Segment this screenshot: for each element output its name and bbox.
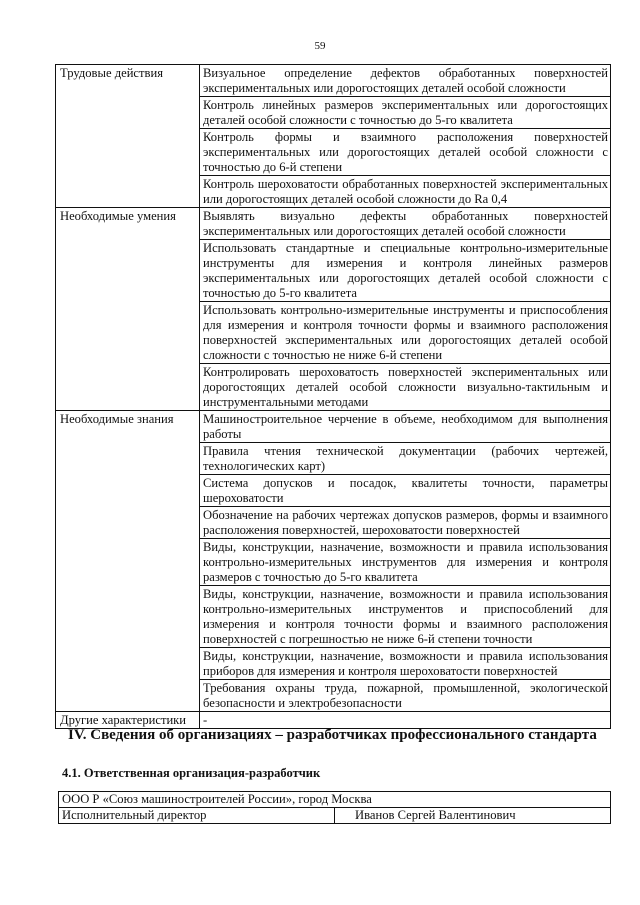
table-cell: Использовать стандартные и специальные контрольно-измерительные инструменты для измерения и контроля линейных размеров экспериментальных или дорогостоящих деталей особой сложности с точностью до 5-го квалитета xyxy=(200,240,611,302)
table-cell: - xyxy=(200,712,611,729)
row-category-other: Другие характеристики xyxy=(56,712,200,729)
row-category-labor-actions: Трудовые действия xyxy=(56,65,200,208)
table-cell: Контроль шероховатости обработанных поверхностей экспериментальных или дорогостоящих деталей особой сложности до Ra 0,4 xyxy=(200,176,611,208)
row-category-skills: Необходимые умения xyxy=(56,208,200,411)
table-cell: Виды, конструкции, назначение, возможности и правила использования контрольно-измерительных инструментов и приспособлений для измерения и контроля точности формы и взаимного расположения поверхностей с погрешностью не ниже 6-й степени точности xyxy=(200,586,611,648)
competency-table xyxy=(55,64,611,729)
organization-table xyxy=(58,791,611,824)
organization-name: ООО Р «Союз машиностроителей России», город Москва xyxy=(59,792,611,808)
table-cell: Визуальное определение дефектов обработанных поверхностей экспериментальных или дорогостоящих деталей особой сложности xyxy=(200,65,611,97)
person-name-cell: Иванов Сергей Валентинович xyxy=(335,808,611,824)
subsection-title: 4.1. Ответственная организация-разработчик xyxy=(62,766,321,780)
table-cell: Виды, конструкции, назначение, возможности и правила использования контрольно-измерительных инструментов для измерения и контроля размеров с точностью до 5-го квалитета xyxy=(200,539,611,586)
page-number: 59 xyxy=(314,40,326,52)
row-category-knowledge: Необходимые знания xyxy=(56,411,200,712)
table-cell: Обозначение на рабочих чертежах допусков размеров, формы и взаимного расположения поверхностей, шероховатости поверхностей xyxy=(200,507,611,539)
table-cell: Правила чтения технической документации (рабочих чертежей, технологических карт) xyxy=(200,443,611,475)
table-cell: Контроль линейных размеров экспериментальных или дорогостоящих деталей особой сложности с точностью до 5-го квалитета xyxy=(200,97,611,129)
table-cell: Требования охраны труда, пожарной, промышленной, экологической безопасности и электробезопасности xyxy=(200,680,611,712)
table-cell: Виды, конструкции, назначение, возможности и правила использования приборов для измерения и контроля шероховатости поверхностей xyxy=(200,648,611,680)
table-cell: Система допусков и посадок, квалитеты точности, параметры шероховатости xyxy=(200,475,611,507)
table-cell: Выявлять визуально дефекты обработанных поверхностей экспериментальных или дорогостоящих деталей особой сложности xyxy=(200,208,611,240)
table-cell: Контроль формы и взаимного расположения поверхностей экспериментальных или дорогостоящих деталей особой сложности с точностью до 6-й степени xyxy=(200,129,611,176)
table-row xyxy=(56,411,611,443)
table-cell: Использовать контрольно-измерительные инструменты и приспособления для измерения и контроля точности формы и взаимного расположения поверхностей экспериментальных или дорогостоящих деталей особой сложности с точностью не ниже 6-й степени xyxy=(200,302,611,364)
table-cell: Машиностроительное черчение в объеме, необходимом для выполнения работы xyxy=(200,411,611,443)
position-cell: Исполнительный директор xyxy=(59,808,335,824)
table-row xyxy=(56,208,611,240)
table-row xyxy=(59,792,611,808)
table-row xyxy=(56,712,611,729)
table-row xyxy=(56,65,611,97)
table-cell: Контролировать шероховатость поверхностей экспериментальных или дорогостоящих деталей особой сложности визуально-тактильным и инструментальными методами xyxy=(200,364,611,411)
table-row xyxy=(59,808,611,824)
section-title: IV. Сведения об организациях – разработчиках профессионального стандарта xyxy=(68,727,597,743)
